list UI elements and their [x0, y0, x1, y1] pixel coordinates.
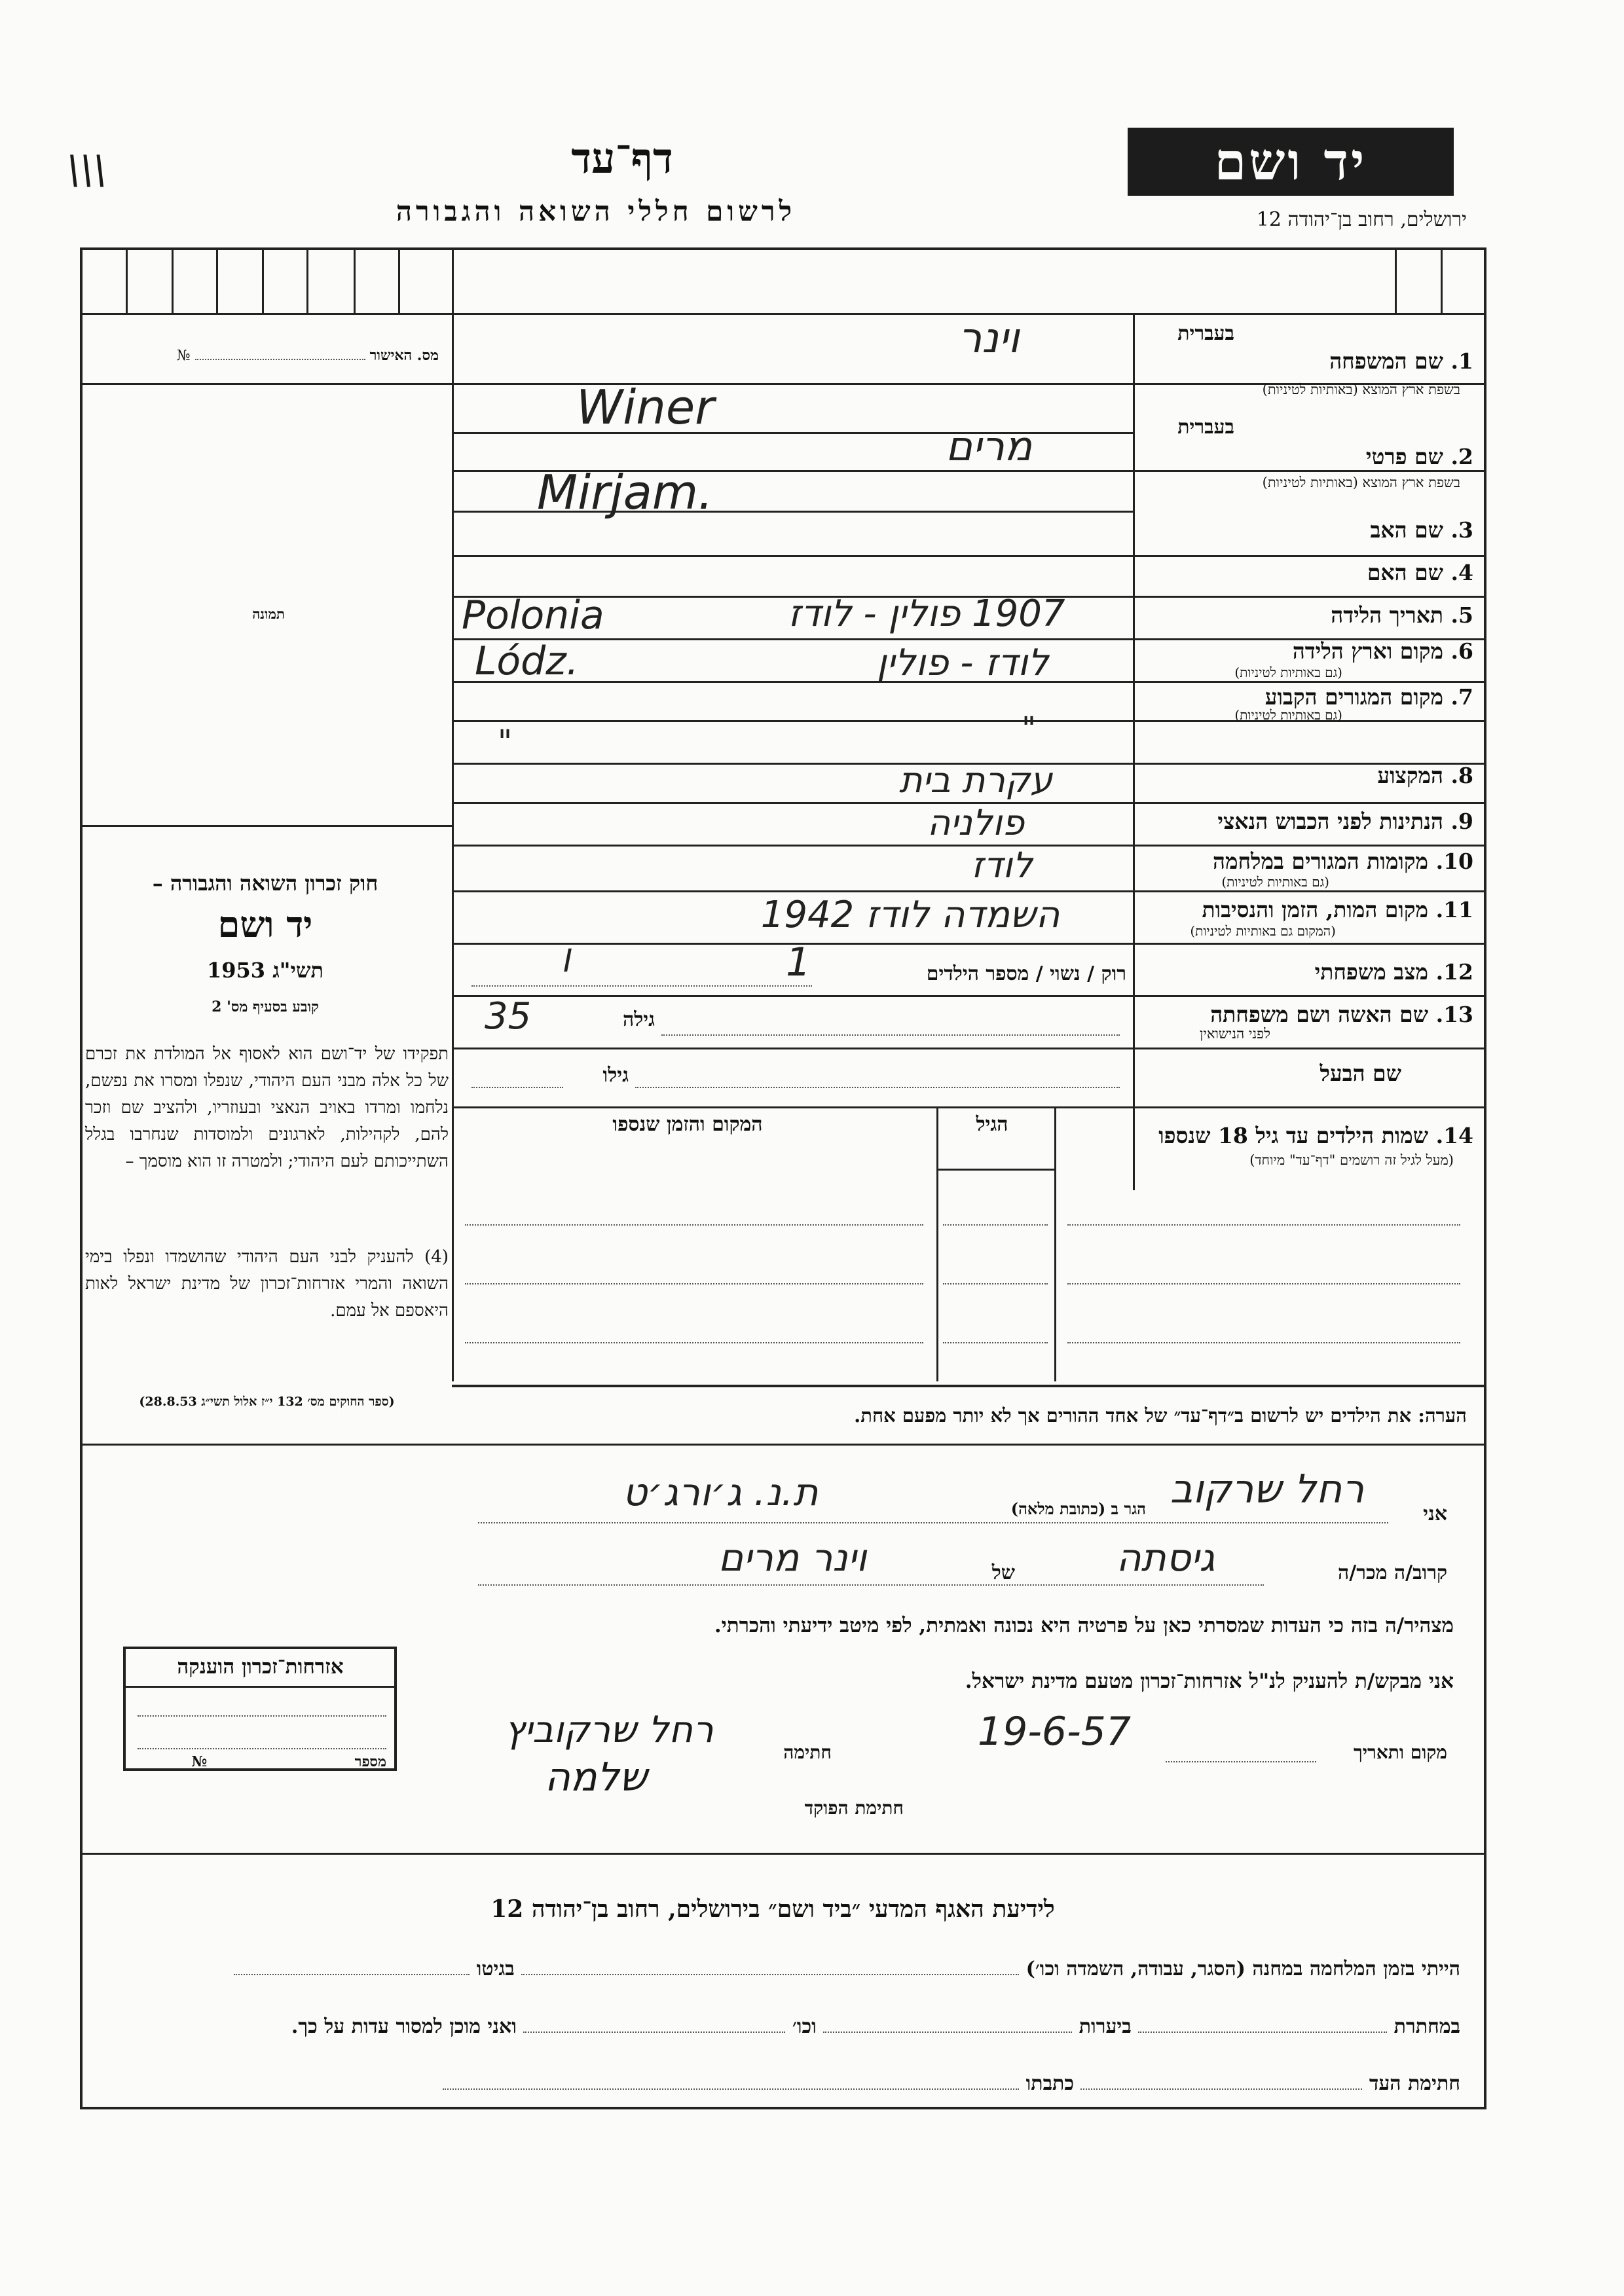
of-label: של — [991, 1561, 1015, 1584]
witness-signature — [471, 1709, 747, 1751]
field-5-name: תאריך הלידה — [1331, 602, 1444, 628]
field-14-name: שמות הילדים עד גיל 18 שנספו — [1158, 1123, 1429, 1148]
field-12-number: 12. — [1435, 959, 1473, 985]
residence-latin-value[interactable]: " — [498, 723, 513, 760]
field-2-name: שם פרטי — [1365, 444, 1444, 469]
signature-label: חתימה — [783, 1741, 832, 1763]
victim-name-value[interactable]: וינר מרים — [718, 1535, 867, 1580]
field-2-tag: בעברית — [1177, 416, 1234, 439]
footer-forests-label: ביערות — [1079, 2015, 1132, 2038]
field-11-label — [1139, 897, 1473, 923]
field-14-label — [1061, 1123, 1473, 1149]
witness-address-value[interactable]: ת.נ. ג׳ורג׳ט — [622, 1470, 819, 1514]
witness-name-value[interactable]: רחל שרקוב — [1170, 1467, 1365, 1512]
law-clause: קובע בסעיף מס' 2 — [212, 998, 319, 1015]
first-name-latin-value[interactable]: Mirjam. — [537, 465, 713, 520]
field-8-label — [1139, 763, 1473, 789]
citizenship-number-sign: № — [191, 1753, 208, 1770]
first-name-hebrew-value[interactable]: מרים — [945, 422, 1033, 470]
field-1-tag: בעברית — [1177, 322, 1234, 345]
field-6-number: 6. — [1450, 638, 1473, 664]
field-12-name: מצב משפחתי — [1314, 959, 1429, 985]
field-8-number: 8. — [1450, 763, 1473, 788]
approval-label: מס. האישור — [369, 347, 439, 364]
field-6-name: מקום וארץ הלידה — [1292, 638, 1444, 664]
field-1-label — [1139, 348, 1473, 374]
field-4-label — [1139, 560, 1473, 586]
law-year: תשי"ג 1953 — [207, 958, 323, 983]
field-3-label — [1139, 517, 1473, 543]
field-6-label — [1139, 638, 1473, 665]
corner-scribble-icon: \\\ — [67, 147, 107, 193]
declaration-statement: מצהיר/ה בזה כי העדות שמסרתי כאן על פרטיה היא נכונה ואמתית, לפי מיטב ידיעתי והכרתי. — [714, 1614, 1454, 1637]
husband-name-label: שם הבעל — [1320, 1061, 1401, 1086]
field-10-label — [1139, 848, 1473, 875]
field-5-number: 5. — [1450, 602, 1473, 628]
logo-text: יד ושם — [1214, 132, 1367, 192]
field-9-label — [1139, 809, 1473, 835]
field-6-sub: (גם באותיות לטיניות) — [1234, 665, 1342, 680]
document-title: דף־עד — [571, 134, 673, 183]
logo-address: ירושלים, רחוב בן־יהודה 12 — [1256, 208, 1467, 231]
citizenship-box-title: אזרחות־זכרון הוענקה — [177, 1655, 344, 1679]
field-11-number: 11. — [1435, 897, 1473, 922]
wife-age-label: גילה — [622, 1008, 655, 1031]
field-4-name: שם האם — [1367, 560, 1444, 585]
field-11-sub: (המקום גם באותיות לטיניות) — [1190, 923, 1336, 939]
field-10-sub: (גם באותיות לטיניות) — [1221, 874, 1329, 890]
field-14-number: 14. — [1435, 1123, 1473, 1148]
marital-mark-icon: I — [563, 943, 573, 979]
surname-latin-value[interactable]: Winer — [576, 380, 714, 435]
children-count-value[interactable]: 1 — [786, 939, 811, 985]
footer-witness-sign-label: חתימת העד — [1369, 2072, 1460, 2095]
footer-line-2 — [92, 2015, 1460, 2038]
approval-no-sign: № — [176, 348, 191, 364]
declaration-request: אני מבקש/ת להעניק לנ"ל אזרחות־זכרון מטעם מדינת ישראל. — [965, 1669, 1454, 1693]
field-2-sub: בשפת ארץ המוצא (באותיות לטיניות) — [1262, 475, 1460, 490]
field-10-number: 10. — [1435, 848, 1473, 874]
marital-options: רוק / נשוי / מספר הילדים — [926, 962, 1126, 985]
residence-value[interactable]: " — [1022, 710, 1037, 747]
officer-signature — [445, 1755, 747, 1800]
law-source: (ספר החוקים מס׳ 132 י״ז אלול תשי״ג 28.8.53) — [139, 1394, 395, 1409]
witness-signature-text: רחל שרקוביץ — [504, 1709, 714, 1751]
officer-signature-text: שלמה — [544, 1755, 648, 1800]
field-11-name: מקום המות, הזמן והנסיבות — [1202, 897, 1429, 922]
field-9-name: הנתינות לפני הכבוש הנאצי — [1217, 809, 1444, 834]
field-8-name: המקצוע — [1377, 763, 1444, 788]
children-col-place: המקום והזמן שנספו — [612, 1113, 763, 1136]
field-3-name: שם האב — [1370, 517, 1444, 543]
document-subtitle: לרשום חללי השואה והגבורה — [396, 195, 796, 227]
birth-place-latin-value[interactable]: Lódz. — [475, 638, 579, 684]
nationality-value[interactable]: פולניה — [927, 802, 1025, 843]
citizenship-number — [138, 1753, 386, 1770]
citizenship-number-label: מספר — [354, 1753, 386, 1770]
field-3-number: 3. — [1450, 517, 1473, 543]
approval-no-label — [92, 347, 439, 364]
field-5-label — [1139, 602, 1473, 629]
law-clause-4: (4) להעניק לבני העם היהודי שהושמדו ונפלו בימי השואה והמרי אזרחות־זכרון של מדינת ישראל לאות היאספם אל עמם. — [85, 1247, 449, 1321]
footer-title: לידיעת האגף המדעי ״ביד ושם״ בירושלים, רחוב בן־יהודה 12 — [490, 1895, 1055, 1923]
footer-address-label: כתבתו — [1025, 2072, 1074, 2095]
surname-hebrew-value[interactable]: וינר — [958, 314, 1020, 363]
footer-camp-label: הייתי בזמן המלחמה במחנה (הסגר, עבודה, השמדה וכו׳) — [1025, 1958, 1460, 1980]
children-note: הערה: את הילדים יש לרשום ב״דף־עד״ של אחד ההורים אך לא יותר מפעם אחת. — [854, 1404, 1467, 1427]
occupation-value[interactable]: עקרת בית — [898, 759, 1053, 801]
field-7-label — [1139, 684, 1473, 710]
officer-signature-label: חתימת הפוקד — [804, 1797, 904, 1819]
children-col-age: הגיל — [976, 1113, 1008, 1136]
footer-etc-label: וכו׳ — [792, 2015, 817, 2038]
field-9-number: 9. — [1450, 809, 1473, 834]
birth-date-value[interactable]: 1907 פולין - לודז — [788, 592, 1065, 635]
footer-underground-label: במחתרת — [1393, 2015, 1460, 2038]
date-value[interactable]: 19-6-57 — [977, 1709, 1132, 1755]
relation-value[interactable]: גיסתה — [1116, 1535, 1215, 1580]
field-1-sub: בשפת ארץ המוצא (באותיות לטיניות) — [1262, 382, 1460, 397]
field-10-name: מקומות המגורים במלחמה — [1212, 848, 1429, 874]
relation-label: קרוב/ה מכר/ה — [1338, 1561, 1447, 1584]
wife-age-value[interactable]: 35 — [485, 995, 532, 1038]
field-1-name: שם המשפחה — [1329, 348, 1444, 374]
war-residence-value[interactable]: לודז — [971, 845, 1033, 886]
place-date-label: מקום ותאריך — [1353, 1741, 1447, 1763]
footer-ready-label: ואני מוכן למסור עדות על כך. — [291, 2015, 517, 2038]
field-12-label — [1139, 959, 1473, 985]
field-7-sub: (גם באותיות לטיניות) — [1234, 707, 1342, 723]
field-7-number: 7. — [1450, 684, 1473, 710]
field-13-number: 13. — [1435, 1002, 1473, 1027]
footer-ghetto-label: בגיטו — [476, 1958, 515, 1980]
field-2-number: 2. — [1450, 444, 1473, 469]
law-name: יד ושם — [217, 903, 313, 945]
field-4-number: 4. — [1450, 560, 1473, 585]
field-7-name: מקום המגורים הקבוע — [1264, 684, 1444, 710]
husband-age-label: גילו — [602, 1064, 629, 1087]
field-13-label — [1139, 1002, 1473, 1028]
birth-place-value[interactable]: לודז - פולין — [876, 642, 1049, 684]
field-2-label — [1139, 444, 1473, 470]
photo-label: תמונה — [252, 606, 285, 622]
declaration-i-label: אני — [1423, 1503, 1447, 1525]
footer-line-1 — [92, 1958, 1460, 1980]
field-1-number: 1. — [1450, 348, 1473, 374]
law-body: תפקידו של יד־ושם הוא לאסוף אל המולדת את זכרם של כל אלה מבני העם היהודי, שנפלו ומסרו את נפשם, נלחמו ומרדו באויב הנאצי ובעוזריו, ולהציב שם וזכר להם, לקהילות, לארגונים ולמוסדות שנחרבו בגלל השתייכותם לעם היהודי; ולמטרה זו הוא מוסמך – — [85, 1044, 449, 1171]
birth-country-latin-value[interactable]: Polonia — [462, 592, 604, 638]
death-place-value[interactable]: השמדה לודז 1942 — [760, 894, 1060, 936]
footer-line-3 — [92, 2072, 1460, 2095]
field-14-sub: (מעל לגיל זה רושמים "דף־עד" מיוחד) — [1249, 1152, 1454, 1168]
field-13-sub: לפני הנישואין — [1200, 1026, 1270, 1042]
address-label: הגר ב (כתובת מלאה) — [1010, 1499, 1146, 1518]
law-title: חוק זכרון השואה והגבורה – — [152, 871, 378, 896]
field-13-name: שם האשה ושם משפחתה — [1210, 1002, 1429, 1027]
